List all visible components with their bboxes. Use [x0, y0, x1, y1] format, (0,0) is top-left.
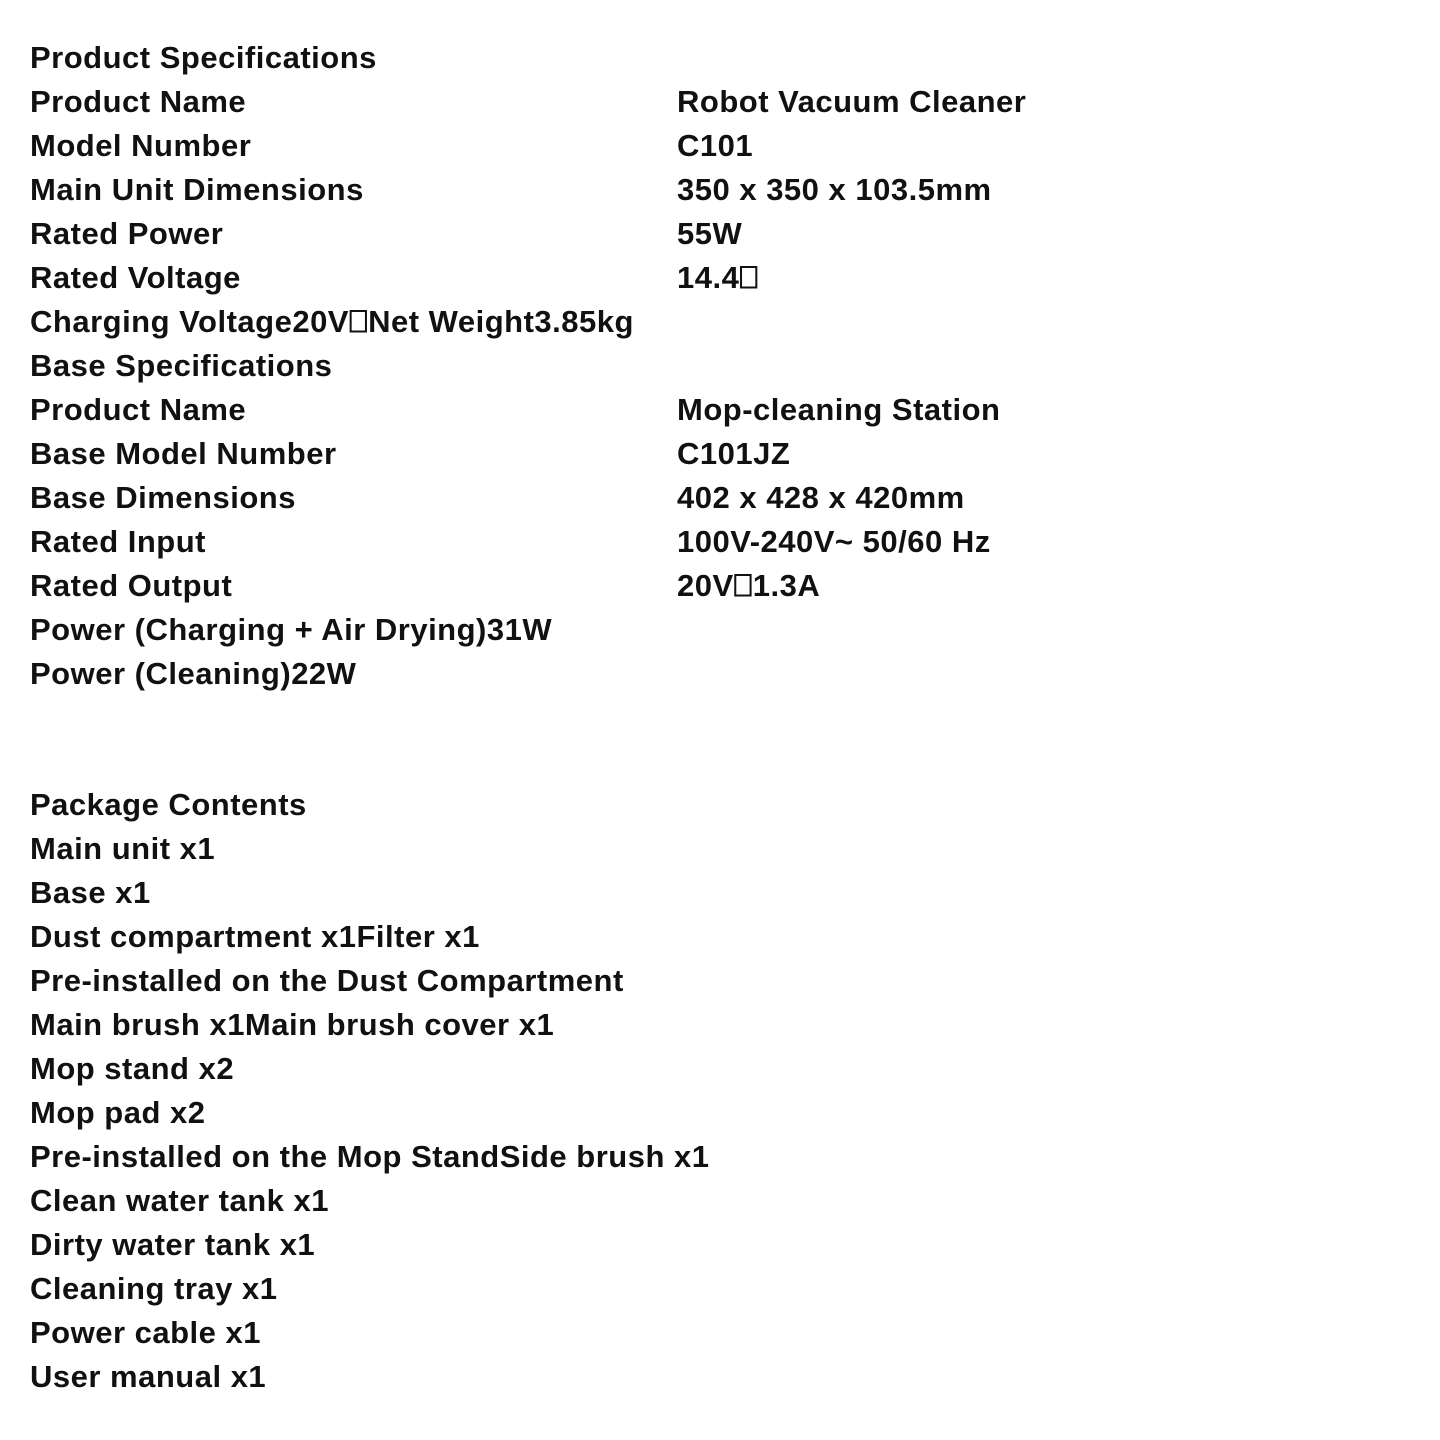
spec-label: Rated Output	[30, 568, 233, 603]
package-contents-heading	[30, 783, 1410, 827]
spec-row-model-number	[30, 124, 1410, 168]
spec-row-charging-voltage-net-weight	[30, 300, 1410, 344]
spec-text: Power (Cleaning)22W	[30, 656, 357, 691]
spec-label: Main Unit Dimensions	[30, 172, 364, 207]
package-item-text: Pre-installed on the Dust Compartment	[30, 963, 624, 998]
package-item-text: Dirty water tank x1	[30, 1227, 316, 1262]
package-item-text: Mop stand x2	[30, 1051, 235, 1086]
package-item-text: Cleaning tray x1	[30, 1271, 278, 1306]
spec-text: Charging Voltage20V⎕Net Weight3.85kg	[30, 304, 634, 339]
package-item	[30, 1355, 1410, 1399]
section-heading: Product Specifications	[30, 40, 377, 75]
package-item-text: Pre-installed on the Mop StandSide brush x1	[30, 1139, 710, 1174]
package-item	[30, 959, 1410, 1003]
package-item-text: Main brush x1Main brush cover x1	[30, 1007, 555, 1042]
spec-label: Rated Voltage	[30, 260, 241, 295]
spec-label: Base Dimensions	[30, 480, 296, 515]
package-item-text: Base x1	[30, 875, 151, 910]
package-item	[30, 1003, 1410, 1047]
package-item	[30, 1267, 1410, 1311]
spec-value: C101	[677, 128, 754, 163]
spec-row-rated-voltage	[30, 256, 1410, 300]
spec-value: 402 x 428 x 420mm	[677, 480, 965, 515]
spec-row-power-charging-air-drying	[30, 608, 1410, 652]
section-heading: Package Contents	[30, 787, 307, 822]
spec-label: Model Number	[30, 128, 252, 163]
package-item-text: Power cable x1	[30, 1315, 262, 1350]
spec-row-rated-input	[30, 520, 1410, 564]
product-specs-heading	[30, 36, 1410, 80]
spec-label: Base Model Number	[30, 436, 337, 471]
package-item	[30, 1311, 1410, 1355]
package-item-text: Dust compartment x1Filter x1	[30, 919, 480, 954]
spec-value: 350 x 350 x 103.5mm	[677, 172, 992, 207]
package-item	[30, 1047, 1410, 1091]
spec-value: C101JZ	[677, 436, 791, 471]
spec-label: Rated Power	[30, 216, 224, 251]
spec-value: Mop-cleaning Station	[677, 392, 1001, 427]
base-specs-heading	[30, 344, 1410, 388]
package-item	[30, 915, 1410, 959]
spec-value: 14.4⎕	[677, 260, 759, 295]
spec-row-rated-output	[30, 564, 1410, 608]
spec-label: Rated Input	[30, 524, 206, 559]
spec-row-base-model-number	[30, 432, 1410, 476]
spec-value: 100V-240V~ 50/60 Hz	[677, 524, 991, 559]
spec-label: Product Name	[30, 392, 247, 427]
package-item	[30, 1091, 1410, 1135]
package-item	[30, 1179, 1410, 1223]
package-item	[30, 1223, 1410, 1267]
section-heading: Base Specifications	[30, 348, 333, 383]
package-item	[30, 871, 1410, 915]
spec-row-rated-power	[30, 212, 1410, 256]
spec-value: 20V⎕1.3A	[677, 568, 821, 603]
package-item-text: Clean water tank x1	[30, 1183, 329, 1218]
spec-value: Robot Vacuum Cleaner	[677, 84, 1027, 119]
package-item	[30, 827, 1410, 871]
spec-label: Product Name	[30, 84, 247, 119]
package-item	[30, 1135, 1410, 1179]
package-item-text: User manual x1	[30, 1359, 267, 1394]
spec-text: Power (Charging + Air Drying)31W	[30, 612, 553, 647]
spec-row-power-cleaning	[30, 652, 1410, 696]
section-spacer	[30, 696, 1410, 783]
spec-document	[30, 36, 1410, 1399]
spec-row-product-name	[30, 80, 1410, 124]
spec-row-base-product-name	[30, 388, 1410, 432]
spec-row-main-unit-dimensions	[30, 168, 1410, 212]
spec-row-base-dimensions	[30, 476, 1410, 520]
package-item-text: Mop pad x2	[30, 1095, 206, 1130]
spec-value: 55W	[677, 216, 743, 251]
package-item-text: Main unit x1	[30, 831, 216, 866]
